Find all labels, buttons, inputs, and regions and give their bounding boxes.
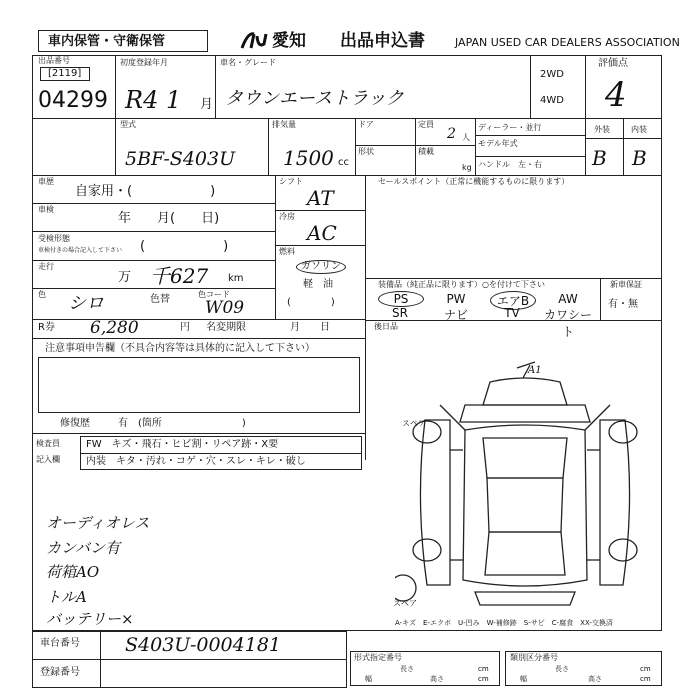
ac-label: 冷房 [279, 212, 295, 221]
left-length: 長さ [400, 665, 414, 673]
inspection-form-label: 受検形態 [38, 234, 70, 243]
displacement-label: 排気量 [272, 120, 296, 129]
right-cm-1: cm [640, 665, 651, 673]
name-change-value: 月 日 [290, 322, 330, 333]
note-line-4: トルA [46, 588, 87, 606]
mileage-label: 走行 [38, 262, 54, 271]
shift-value: AT [307, 186, 334, 210]
exterior-value: B [592, 146, 607, 170]
color-change-label: 色替 [150, 294, 170, 305]
drive-2wd: 2WD [540, 69, 564, 80]
right-width: 幅 [520, 675, 527, 683]
chassis-value: S403U-0004181 [125, 634, 281, 656]
right-spec-label: 類別区分番号 [510, 653, 558, 662]
recycle-label: R券 [38, 322, 55, 333]
later-items-label: 後日品 [374, 322, 398, 331]
fuel-diesel: 軽 油 [303, 279, 333, 290]
right-cm-2: cm [640, 675, 651, 683]
inspector-line-2: 内装 キタ・汚れ・コゲ・穴・スレ・キレ・破し [86, 456, 306, 467]
equip-leather-seat[interactable]: カワシート [543, 308, 592, 339]
notes-area [38, 357, 360, 413]
note-line-5: バッテリー× [46, 610, 134, 628]
chassis-label: 車台番号 [40, 638, 80, 649]
inspector-line-1: FW キズ・飛石・ヒビ割・リペア跡・X要 [86, 439, 279, 450]
left-height: 高さ [430, 675, 444, 683]
left-width: 幅 [365, 675, 372, 683]
equip-sr[interactable]: SR [392, 306, 408, 320]
fuel-gasoline[interactable]: ガソリン [296, 260, 346, 274]
load-label: 積載 [418, 147, 434, 156]
note-line-1: オーディオレス [46, 514, 150, 532]
model-year-label: モデル年式 [478, 139, 518, 148]
form-title: 出品申込書 [340, 31, 425, 51]
type-label: 型式 [120, 120, 136, 129]
shape-label: 形状 [358, 147, 374, 156]
displacement-value: 1500 [283, 146, 334, 170]
equip-airbag[interactable]: エアB [490, 291, 536, 310]
car-name-label: 車名・グレード [220, 58, 276, 67]
lot-label: 出品番号 [38, 56, 70, 65]
dealer-label: ディーラー・並行 [478, 123, 542, 132]
cc-unit: cc [338, 157, 349, 168]
color-value: シロ [68, 293, 104, 314]
left-cm-2: cm [478, 675, 489, 683]
ac-value: AC [307, 221, 337, 245]
recycle-value: 6,280 [90, 318, 139, 338]
inspector-label-1: 検査員 [36, 439, 60, 448]
equip-navi[interactable]: ナビ [443, 308, 468, 322]
sales-point-label: セールスポイント（正常に機能するものに限ります） [378, 177, 570, 186]
first-reg-label: 初度登録年月 [120, 58, 168, 67]
inspection-form-paren: ( ) [140, 239, 229, 254]
inspector-label-2: 記入欄 [36, 455, 60, 464]
left-cm-1: cm [478, 665, 489, 673]
damage-legend: A-キズ E-エクボ U-凹み W-補修跡 S-サビ C-腐食 XX-交換済 [395, 619, 613, 627]
right-height: 高さ [588, 675, 602, 683]
lot-number: 04299 [38, 88, 108, 113]
spare-label-top: スペア [402, 419, 426, 428]
repair-history-label: 修復歴 [60, 418, 90, 429]
equip-tv[interactable]: TV [504, 306, 520, 320]
vehicle-outline [395, 360, 655, 620]
exterior-label: 外装 [594, 125, 610, 134]
month-unit: 月 [200, 97, 214, 112]
notes-label: 注意事項申告欄（不具合内容等は具体的に記入して下さい） [45, 343, 315, 354]
person-unit: 人 [462, 133, 470, 142]
lot-sub-number: [2119] [48, 68, 82, 79]
door-label: ドア [358, 120, 374, 129]
color-code-label: 色コード [198, 290, 230, 299]
capacity-label: 定員 [418, 120, 434, 129]
inspection-value: 年 月( 日) [118, 211, 220, 226]
spare-label-bottom: スペア [393, 599, 417, 608]
damage-mark-a1: A1 [528, 365, 542, 376]
first-reg-value: R4 1 [125, 86, 182, 114]
type-value: 5BF-S403U [125, 148, 236, 170]
interior-value: B [632, 146, 647, 170]
reg-number-label: 登録番号 [40, 667, 80, 678]
drive-4wd: 4WD [540, 95, 564, 106]
region-text: 愛知 [272, 31, 306, 51]
note-line-2: カンバン有 [46, 539, 120, 557]
equip-pw[interactable]: PW [446, 292, 466, 306]
inspection-form-note: 車検付きの場合記入して下さい [38, 247, 123, 254]
interior-label: 内装 [631, 125, 647, 134]
vehicle-diagram [395, 360, 655, 620]
association-name: JAPAN USED CAR DEALERS ASSOCIATION [455, 36, 680, 49]
history-label: 車歴 [38, 177, 54, 186]
caution-text: 車内保管・守衛保管 [48, 34, 166, 49]
new-car-warranty-label: 新車保証 [610, 280, 642, 289]
equipment-label: 装備品（純正品に限ります）○を付けて下さい [378, 280, 545, 289]
left-spec-label: 形式指定番号 [354, 653, 402, 662]
repair-history-value: 有 (箇所 ) [118, 418, 246, 429]
capacity-value: 2 [447, 126, 456, 142]
shift-label: シフト [279, 177, 303, 186]
inspection-label: 車検 [38, 205, 54, 214]
ju-logo-icon [238, 30, 272, 52]
name-change-label: 名変期限 [206, 322, 246, 333]
equip-aw[interactable]: AW [558, 292, 578, 306]
car-name-value: タウンエーストラック [225, 88, 404, 109]
color-code-value: W09 [205, 298, 245, 318]
handle-label: ハンドル 左・右 [478, 160, 542, 169]
grade-label: 評価点 [598, 58, 628, 69]
yen-unit: 円 [180, 322, 190, 333]
fuel-label: 燃料 [279, 247, 295, 256]
km-unit: km [228, 273, 244, 284]
mileage-value: 千627 [150, 264, 209, 288]
note-line-3: 荷箱AO [46, 563, 100, 581]
grade-value: 4 [605, 75, 627, 115]
history-value: 自家用・( ) [75, 184, 216, 199]
mileage-man: 万 [118, 270, 132, 285]
equip-ps[interactable]: PS [378, 291, 424, 307]
ju-logo [238, 30, 272, 52]
color-label: 色 [38, 290, 46, 299]
right-length: 長さ [555, 665, 569, 673]
fuel-paren: ( ) [287, 297, 335, 308]
new-car-warranty-value: 有・無 [608, 299, 638, 310]
kg-unit: kg [462, 163, 472, 172]
